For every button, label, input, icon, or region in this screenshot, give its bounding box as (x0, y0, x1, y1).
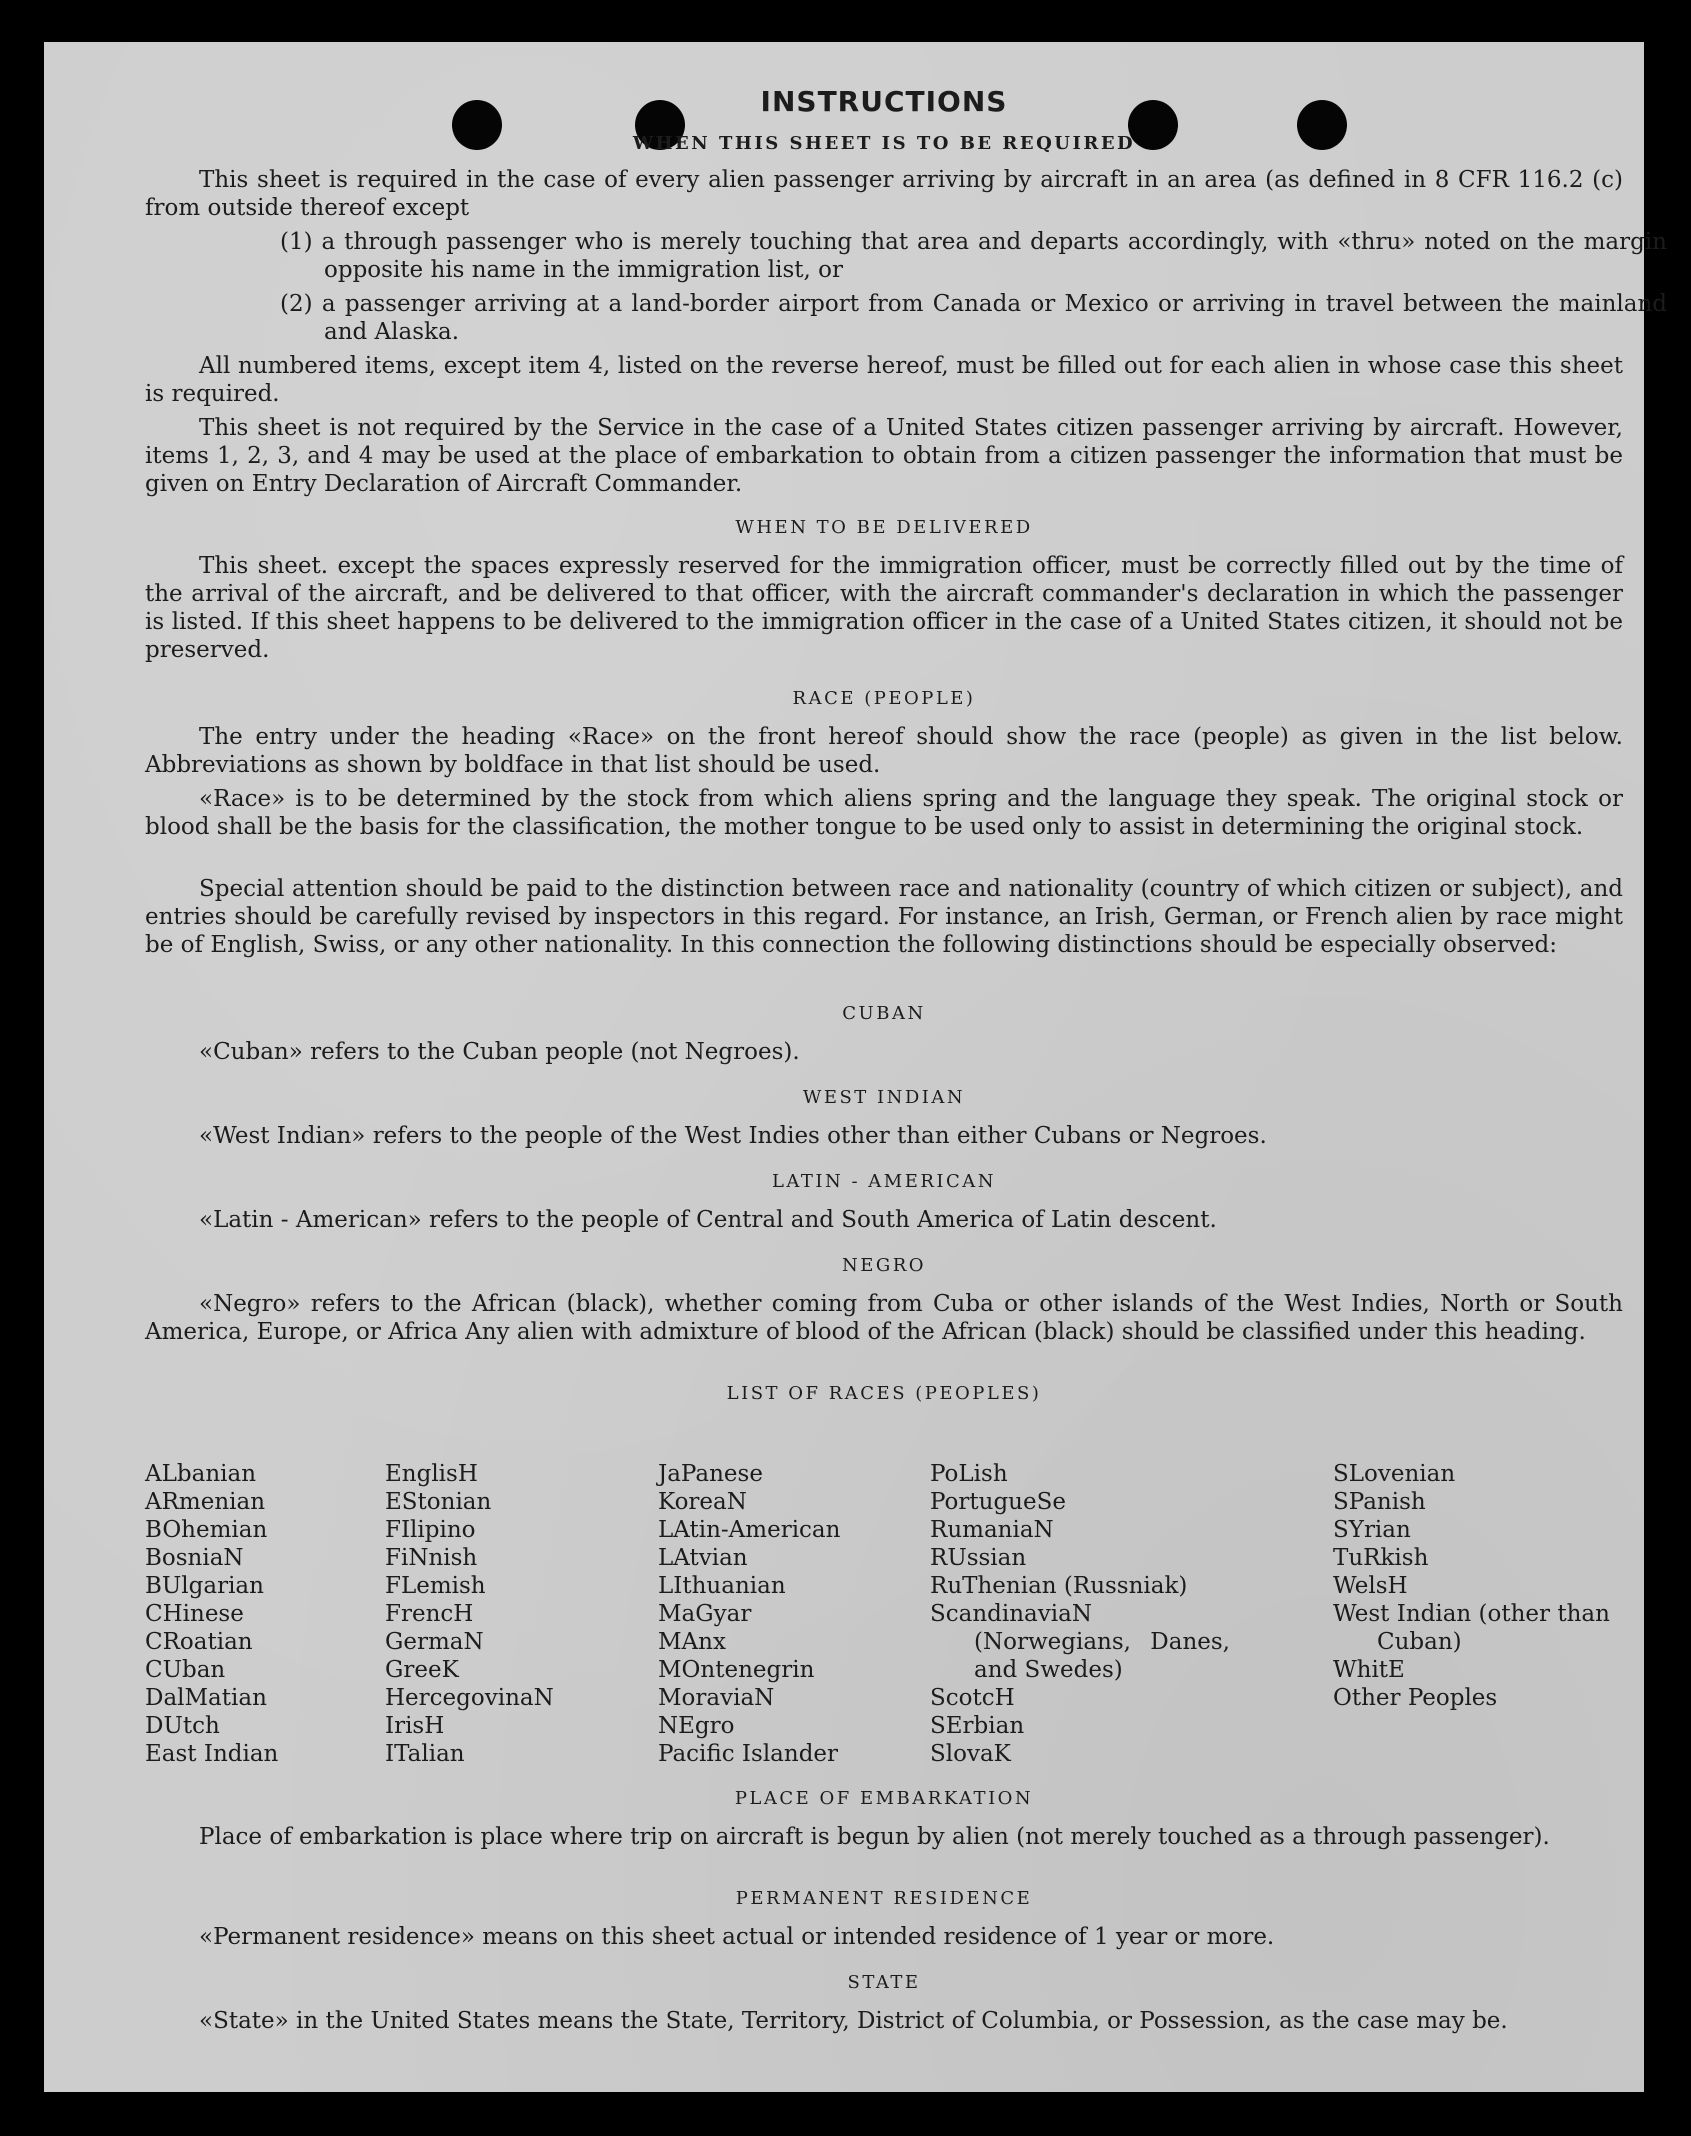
race-item: Pacific Islander (658, 1741, 839, 1767)
race-item: ScotcH (930, 1685, 1015, 1711)
race-item: PoLish (930, 1461, 1008, 1487)
race-item: SYrian (1333, 1517, 1411, 1543)
heading-state: STATE (847, 1972, 921, 1993)
heading-negro: NEGRO (841, 1255, 927, 1276)
race-item: SPanish (1333, 1489, 1426, 1515)
list-item: (2) a passenger arriving at a land-border airport from Canada or Mexico or arriving in travel between the mainland and Alaska. (280, 291, 1667, 345)
race-item: EnglisH (385, 1461, 478, 1487)
race-item: ARmenian (145, 1489, 266, 1515)
race-item: PortugueSe (930, 1489, 1066, 1515)
race-item: BOhemian (145, 1517, 268, 1543)
race-item: RumaniaN (930, 1517, 1054, 1543)
heading-list-races: LIST OF RACES (PEOPLES) (726, 1383, 1042, 1404)
race-column (930, 1460, 1230, 1768)
race-item: Other Peoples (1333, 1685, 1498, 1711)
paragraph: «Negro» refers to the African (black), whether coming from Cuba or other islands of the West Indies, North or South America, Europe, or Africa Any alien with admixture of blood of the African (black) should be classified under this heading. (145, 1291, 1623, 1345)
heading-latin-american: LATIN - AMERICAN (771, 1171, 997, 1192)
paragraph: «West Indian» refers to the people of the West Indies other than either Cubans or Negroes. (199, 1123, 1267, 1149)
race-item: BUlgarian (145, 1573, 264, 1599)
race-item: JaPanese (658, 1461, 763, 1487)
race-column (385, 1460, 645, 1768)
race-item: ITalian (385, 1741, 465, 1767)
page-title: INSTRUCTIONS (760, 85, 1008, 118)
race-item: West Indian (other than Cuban) (1333, 1601, 1610, 1655)
paragraph: Special attention should be paid to the distinction between race and nationality (country of which citizen or subject), and entries should be carefully revised by inspectors in this regard. For instance, an Irish, German, or French alien by race might be of English, Swiss, or any other nationality. In this connection the following distinctions should be especially observed: (145, 876, 1623, 958)
race-item: CUban (145, 1657, 226, 1683)
race-item: MOntenegrin (658, 1657, 815, 1683)
paragraph: This sheet is required in the case of every alien passenger arriving by aircraft in an area (as defined in 8 CFR 116.2 (c) from outside thereof except (145, 167, 1623, 221)
race-item: EStonian (385, 1489, 492, 1515)
paragraph: Place of embarkation is place where trip on aircraft is begun by alien (not merely touched as a through passenger). (199, 1824, 1550, 1850)
heading-when-required: WHEN THIS SHEET IS TO BE REQUIRED (632, 133, 1136, 154)
race-item: ScandinaviaN (Norwegians, Danes, and Swedes) (930, 1601, 1230, 1683)
race-item: BosniaN (145, 1545, 244, 1571)
heading-when-delivered: WHEN TO BE DELIVERED (735, 517, 1033, 538)
race-item: LIthuanian (658, 1573, 786, 1599)
paragraph: All numbered items, except item 4, listed on the reverse hereof, must be filled out for each alien in whose case this sheet is required. (145, 353, 1623, 407)
race-item: FiNnish (385, 1545, 478, 1571)
race-column (1333, 1460, 1623, 1712)
race-item: IrisH (385, 1713, 445, 1739)
race-item: HercegovinaN (385, 1685, 554, 1711)
paragraph: This sheet. except the spaces expressly reserved for the immigration officer, must be correctly filled out by the time of the arrival of the aircraft, and be delivered to that officer, with the aircraft commander's declaration in which the passenger is listed. If this sheet happens to be delivered to the immigration officer in the case of a United States citizen, it should not be preserved. (145, 553, 1623, 663)
race-column (658, 1460, 928, 1768)
race-item: TuRkish (1333, 1545, 1429, 1571)
heading-cuban: CUBAN (842, 1003, 926, 1024)
heading-west-indian: WEST INDIAN (802, 1087, 966, 1108)
heading-permanent-residence: PERMANENT RESIDENCE (735, 1888, 1033, 1909)
race-list (145, 1460, 1623, 1770)
race-item: DUtch (145, 1713, 220, 1739)
race-item: MoraviaN (658, 1685, 775, 1711)
paragraph: This sheet is not required by the Service in the case of a United States citizen passenger arriving by aircraft. However, items 1, 2, 3, and 4 may be used at the place of embarkation to obtain from a citizen passenger the information that must be given on Entry Declaration of Aircraft Commander. (145, 415, 1623, 497)
race-item: DalMatian (145, 1685, 267, 1711)
paragraph: «State» in the United States means the State, Territory, District of Columbia, or Possession, as the case may be. (199, 2008, 1508, 2034)
paragraph: «Permanent residence» means on this sheet actual or intended residence of 1 year or more. (199, 1924, 1275, 1950)
race-item: FIlipino (385, 1517, 476, 1543)
race-item: WelsH (1333, 1573, 1408, 1599)
race-item: SlovaK (930, 1741, 1011, 1767)
heading-embarkation: PLACE OF EMBARKATION (734, 1788, 1034, 1809)
race-item: RuThenian (Russniak) (930, 1573, 1188, 1599)
race-item: SErbian (930, 1713, 1025, 1739)
paragraph: The entry under the heading «Race» on the front hereof should show the race (people) as given in the list below. Abbreviations as shown by boldface in that list should be used. (145, 724, 1623, 778)
document-sheet (44, 42, 1667, 2092)
race-item: NEgro (658, 1713, 735, 1739)
race-item: LAtvian (658, 1545, 748, 1571)
heading-race: RACE (PEOPLE) (792, 688, 976, 709)
race-item: FLemish (385, 1573, 486, 1599)
race-item: East Indian (145, 1741, 279, 1767)
paragraph: «Race» is to be determined by the stock from which aliens spring and the language they speak. The original stock or blood shall be the basis for the classification, the mother tongue to be used only to assist in determining the original stock. (145, 786, 1623, 840)
race-item: CHinese (145, 1601, 244, 1627)
race-item: SLovenian (1333, 1461, 1456, 1487)
race-item: GermaN (385, 1629, 484, 1655)
list-item: (1) a through passenger who is merely touching that area and departs accordingly, with «thru» noted on the margin opposite his name in the immigration list, or (280, 229, 1667, 283)
race-item: WhitE (1333, 1657, 1405, 1683)
race-item: RUssian (930, 1545, 1027, 1571)
race-item: MAnx (658, 1629, 726, 1655)
race-item: MaGyar (658, 1601, 752, 1627)
race-item: ALbanian (145, 1461, 257, 1487)
race-item: FrencH (385, 1601, 474, 1627)
race-item: KoreaN (658, 1489, 747, 1515)
race-item: LAtin-American (658, 1517, 841, 1543)
paragraph: «Latin - American» refers to the people of Central and South America of Latin descent. (199, 1207, 1217, 1233)
race-item: GreeK (385, 1657, 459, 1683)
race-column (145, 1460, 375, 1768)
race-item: CRoatian (145, 1629, 253, 1655)
paragraph: «Cuban» refers to the Cuban people (not Negroes). (199, 1039, 800, 1065)
